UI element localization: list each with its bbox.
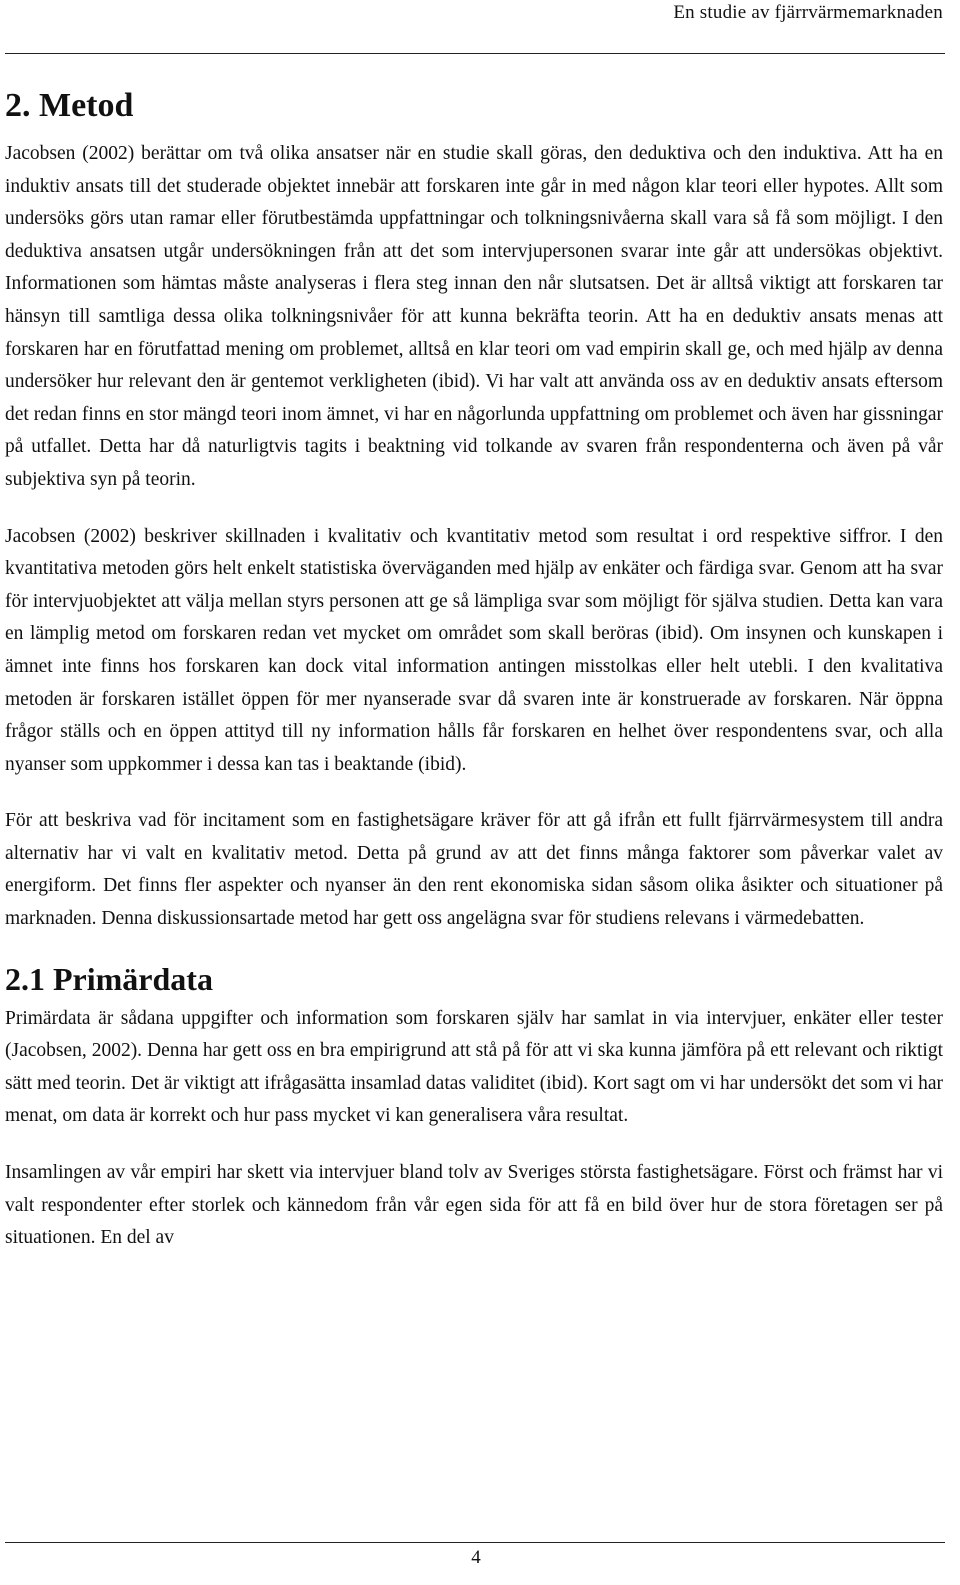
running-header-title: En studie av fjärrvärmemarknaden — [673, 2, 943, 23]
section-metod — [5, 84, 943, 936]
body-paragraph: För att beskriva vad för incitament som en fastighetsägare kräver för att gå ifrån ett fullt fjärrvärmesystem till andra alternativ har vi valt en kvalitativ metod. Detta på grund av att det finns många faktorer som påverkar valet av energiform. Det finns fler aspekter och nyanser än den rent ekonomiska sidan såsom olika åsikter och situationer på marknaden. Denna diskussionsartade metod har gett oss angelägna svar för studiens relevans i värmedebatten. — [5, 810, 943, 930]
section-heading: 2. Metod — [5, 87, 134, 124]
body-paragraph: Jacobsen (2002) berättar om två olika ansatser när en studie skall göras, den deduktiva och den induktiva. Att ha en induktiv ansats till det studerade objektet innebär att forskaren inte går in med någon klar teori eller hypotes. Allt som undersöks görs utan ramar eller förutbestämda uppfattningar och tolkningsnivåerna skall vara så få som möjligt. I den deduktiva ansatsen utgår undersökningen från att det som intervjupersonen svarar inte går att undersökas objektivt. Informationen som hämtas måste analyseras i flera steg innan den når slutsatsen. Det är alltså viktigt att forskaren tar hänsyn till samtliga dessa olika tolkningsnivåer för att kunna bekräfta teorin. Att ha en deduktiv ansats menas att forskaren har en förutfattad mening om problemet, alltså en klar teori om vad empirin skall ge, och med hjälp av denna undersöker hur relevant den är gentemot verkligheten (ibid). Vi har valt att använda oss av en deduktiv ansats eftersom det redan finns en stor mängd teori inom ämnet, vi har en någorlunda uppfattning om problemet och även har gissningar på utfallet. Detta har då naturligtvis tagits i beaktning vid tolkande av svaren från respondenterna och även på vår subjektiva syn på teorin. — [5, 143, 943, 490]
footer-divider — [5, 1542, 945, 1543]
page-content — [5, 84, 943, 1255]
subsection-heading: 2.1 Primärdata — [5, 960, 213, 997]
header-divider — [5, 53, 945, 54]
body-paragraph: Jacobsen (2002) beskriver skillnaden i kvalitativ och kvantitativ metod som resultat i ord respektive siffror. I den kvantitativa metoden görs helt enkelt statistiska överväganden med hjälp av enkäter och färdiga svar. Genom att ha svar för intervjuobjektet att välja mellan styrs personen att ge så lämpliga svar som möjligt för själva studien. Detta kan vara en lämplig metod om forskaren redan vet mycket om området som skall beröras (ibid). Om insynen och kunskapen i ämnet inte finns hos forskaren kan dock vital information antingen misstolkas eller helt utebli. I den kvalitativa metoden är forskaren istället öppen för mer nyanserade svar då svaren inte är konstruerade av forskaren. När öppna frågor ställs och en öppen attityd till ny information hålls får forskaren en helhet över respondentens svar, och alla nyanser som uppkommer i dessa kan tas i beaktande (ibid). — [5, 525, 943, 775]
body-paragraph: Insamlingen av vår empiri har skett via intervjuer bland tolv av Sveriges största fastighetsägare. Först och främst har vi valt respondenter efter storlek och kännedom från vår egen sida för att få en bild över hur de stora företagen ser på situationen. En del av — [5, 1162, 943, 1249]
body-paragraph: Primärdata är sådana uppgifter och information som forskaren själv har samlat in via intervjuer, enkäter eller tester (Jacobsen, 2002). Denna har gett oss en bra empirigrund att stå på för att vi ska kunna jämföra på ett relevant och riktigt sätt med teorin. Det är viktigt att ifrågasätta insamlad datas validitet (ibid). Kort sagt om vi har undersökt det som vi har menat, om data är korrekt och hur pass mycket vi kan generalisera våra resultat. — [5, 1007, 943, 1127]
section-primardata — [5, 958, 943, 1255]
page-number: 4 — [471, 1547, 481, 1568]
